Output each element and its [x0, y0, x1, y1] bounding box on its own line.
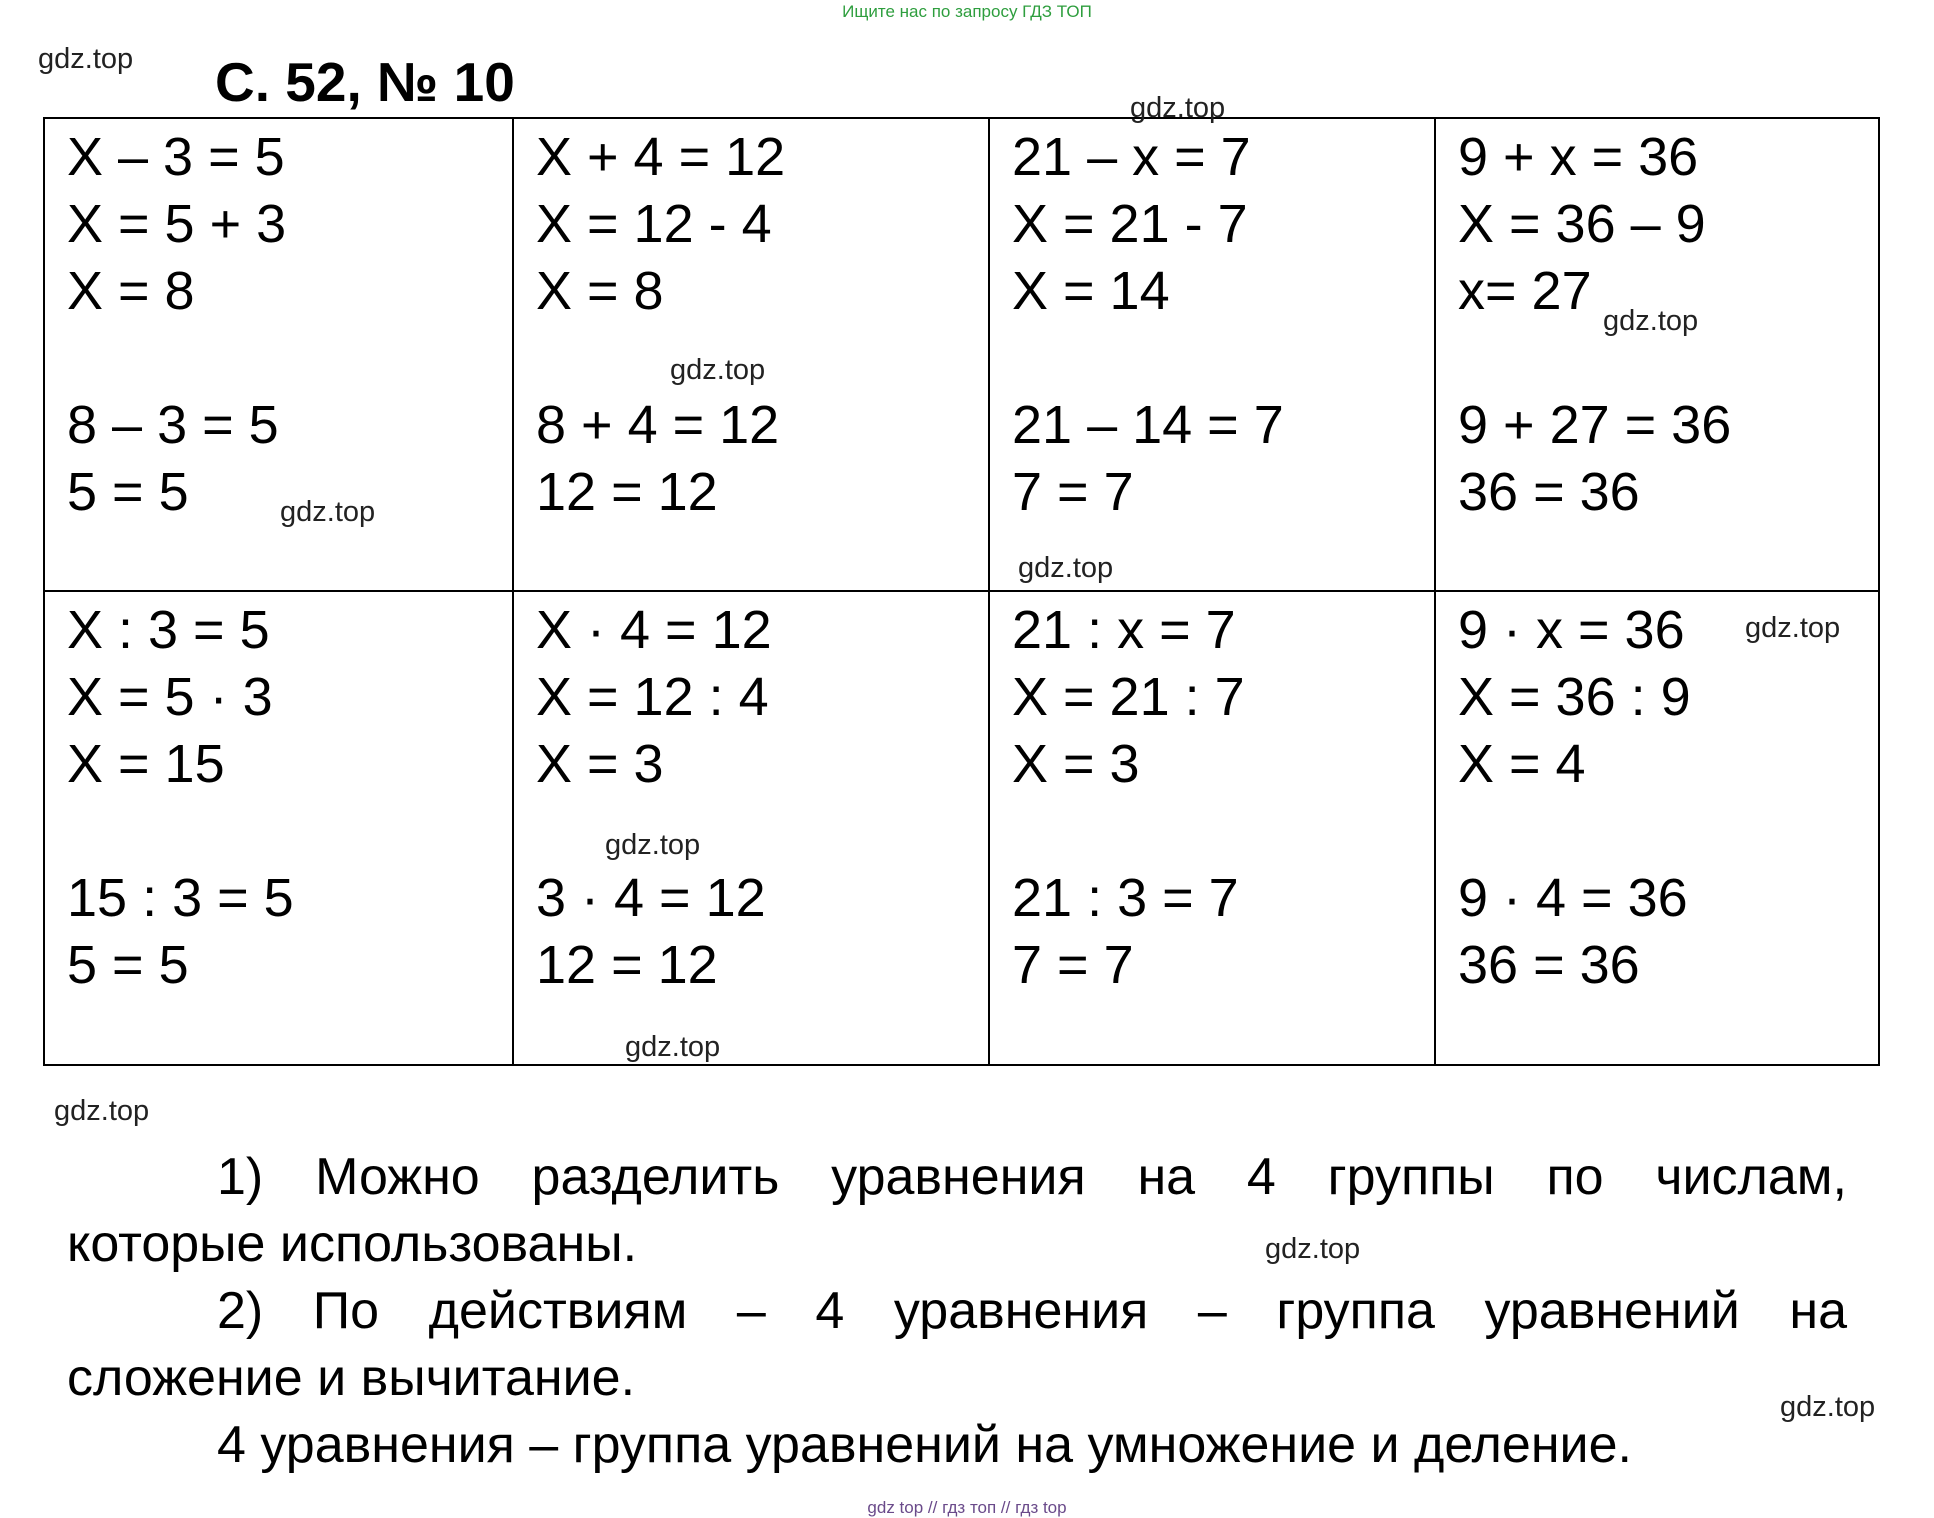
equation-line: X – 3 = 5 — [67, 127, 285, 187]
check-line: 5 = 5 — [67, 462, 189, 522]
equation-cell — [1436, 592, 1878, 1065]
paragraph-1-line-2: которые использованы. — [67, 1215, 638, 1273]
paragraph-2-line-2: сложение и вычитание. — [67, 1349, 636, 1407]
equation-line: X = 12 - 4 — [536, 194, 772, 254]
equation-line: X : 3 = 5 — [67, 599, 270, 660]
equation-line: X = 3 — [536, 733, 664, 794]
equation-line: X + 4 = 12 — [536, 127, 786, 187]
equation-line: X · 4 = 12 — [536, 599, 772, 660]
check-line: 21 : 3 = 7 — [1012, 867, 1239, 928]
equation-line: X = 4 — [1458, 733, 1586, 794]
equation-line: X = 15 — [67, 733, 225, 794]
equation-line: X = 3 — [1012, 733, 1140, 794]
check-line: 8 + 4 = 12 — [536, 395, 780, 455]
equation-line: X = 5 + 3 — [67, 194, 287, 254]
page-heading: С. 52, № 10 — [215, 51, 515, 113]
check-line: 21 – 14 = 7 — [1012, 395, 1284, 455]
equation-cell — [1436, 119, 1878, 592]
equation-cell — [990, 592, 1436, 1065]
watermark: gdz.top — [1130, 92, 1226, 124]
watermark: gdz.top — [280, 496, 376, 528]
equation-cell — [514, 592, 990, 1065]
equation-line: 9 + x = 36 — [1458, 127, 1699, 187]
equation-line: X = 8 — [536, 261, 664, 321]
check-line: 36 = 36 — [1458, 462, 1640, 522]
equation-line: X = 5 · 3 — [67, 666, 273, 727]
equation-line: X = 21 - 7 — [1012, 194, 1248, 254]
check-line: 7 = 7 — [1012, 462, 1134, 522]
paragraph-2-line-1: 2) По действиям – 4 уравнения – группа уравнений на — [217, 1282, 1847, 1340]
watermark: gdz.top — [1780, 1391, 1876, 1423]
paragraph-3: 4 уравнения – группа уравнений на умножение и деление. — [217, 1416, 1632, 1474]
paragraph-1-line-1: 1) Можно разделить уравнения на 4 группы по числам, — [217, 1148, 1847, 1206]
equation-cell — [45, 592, 514, 1065]
check-line: 12 = 12 — [536, 934, 718, 995]
watermark: gdz.top — [1603, 305, 1699, 337]
check-line: 12 = 12 — [536, 462, 718, 522]
check-line: 9 · 4 = 36 — [1458, 867, 1688, 928]
watermark: gdz.top — [1018, 552, 1114, 584]
check-line: 8 – 3 = 5 — [67, 395, 279, 455]
equation-line: 21 : x = 7 — [1012, 599, 1236, 660]
equation-cell — [990, 119, 1436, 592]
equation-line: X = 14 — [1012, 261, 1170, 321]
watermark: gdz.top — [1265, 1233, 1361, 1265]
equation-line: X = 36 : 9 — [1458, 666, 1691, 727]
watermark: gdz.top — [625, 1031, 721, 1063]
equation-line: X = 36 – 9 — [1458, 194, 1706, 254]
check-line: 15 : 3 = 5 — [67, 867, 294, 928]
equation-line: x= 27 — [1458, 261, 1592, 321]
check-line: 7 = 7 — [1012, 934, 1134, 995]
equation-line: 9 · x = 36 — [1458, 599, 1685, 660]
watermark: gdz.top — [54, 1095, 150, 1127]
watermark: gdz.top — [605, 829, 701, 861]
check-line: 36 = 36 — [1458, 934, 1640, 995]
equation-line: X = 12 : 4 — [536, 666, 769, 727]
equation-line: 21 – x = 7 — [1012, 127, 1251, 187]
equation-line: X = 8 — [67, 261, 195, 321]
watermark: gdz.top — [1745, 612, 1841, 644]
watermark: gdz.top — [38, 43, 134, 75]
check-line: 5 = 5 — [67, 934, 189, 995]
check-line: 3 · 4 = 12 — [536, 867, 766, 928]
equation-line: X = 21 : 7 — [1012, 666, 1245, 727]
check-line: 9 + 27 = 36 — [1458, 395, 1732, 455]
equations-table — [43, 117, 1880, 1066]
watermark: gdz.top — [670, 354, 766, 386]
bottom-note: gdz top // гдз топ // гдз top — [867, 1498, 1067, 1517]
top-search-note: Ищите нас по запросу ГДЗ ТОП — [842, 2, 1092, 21]
